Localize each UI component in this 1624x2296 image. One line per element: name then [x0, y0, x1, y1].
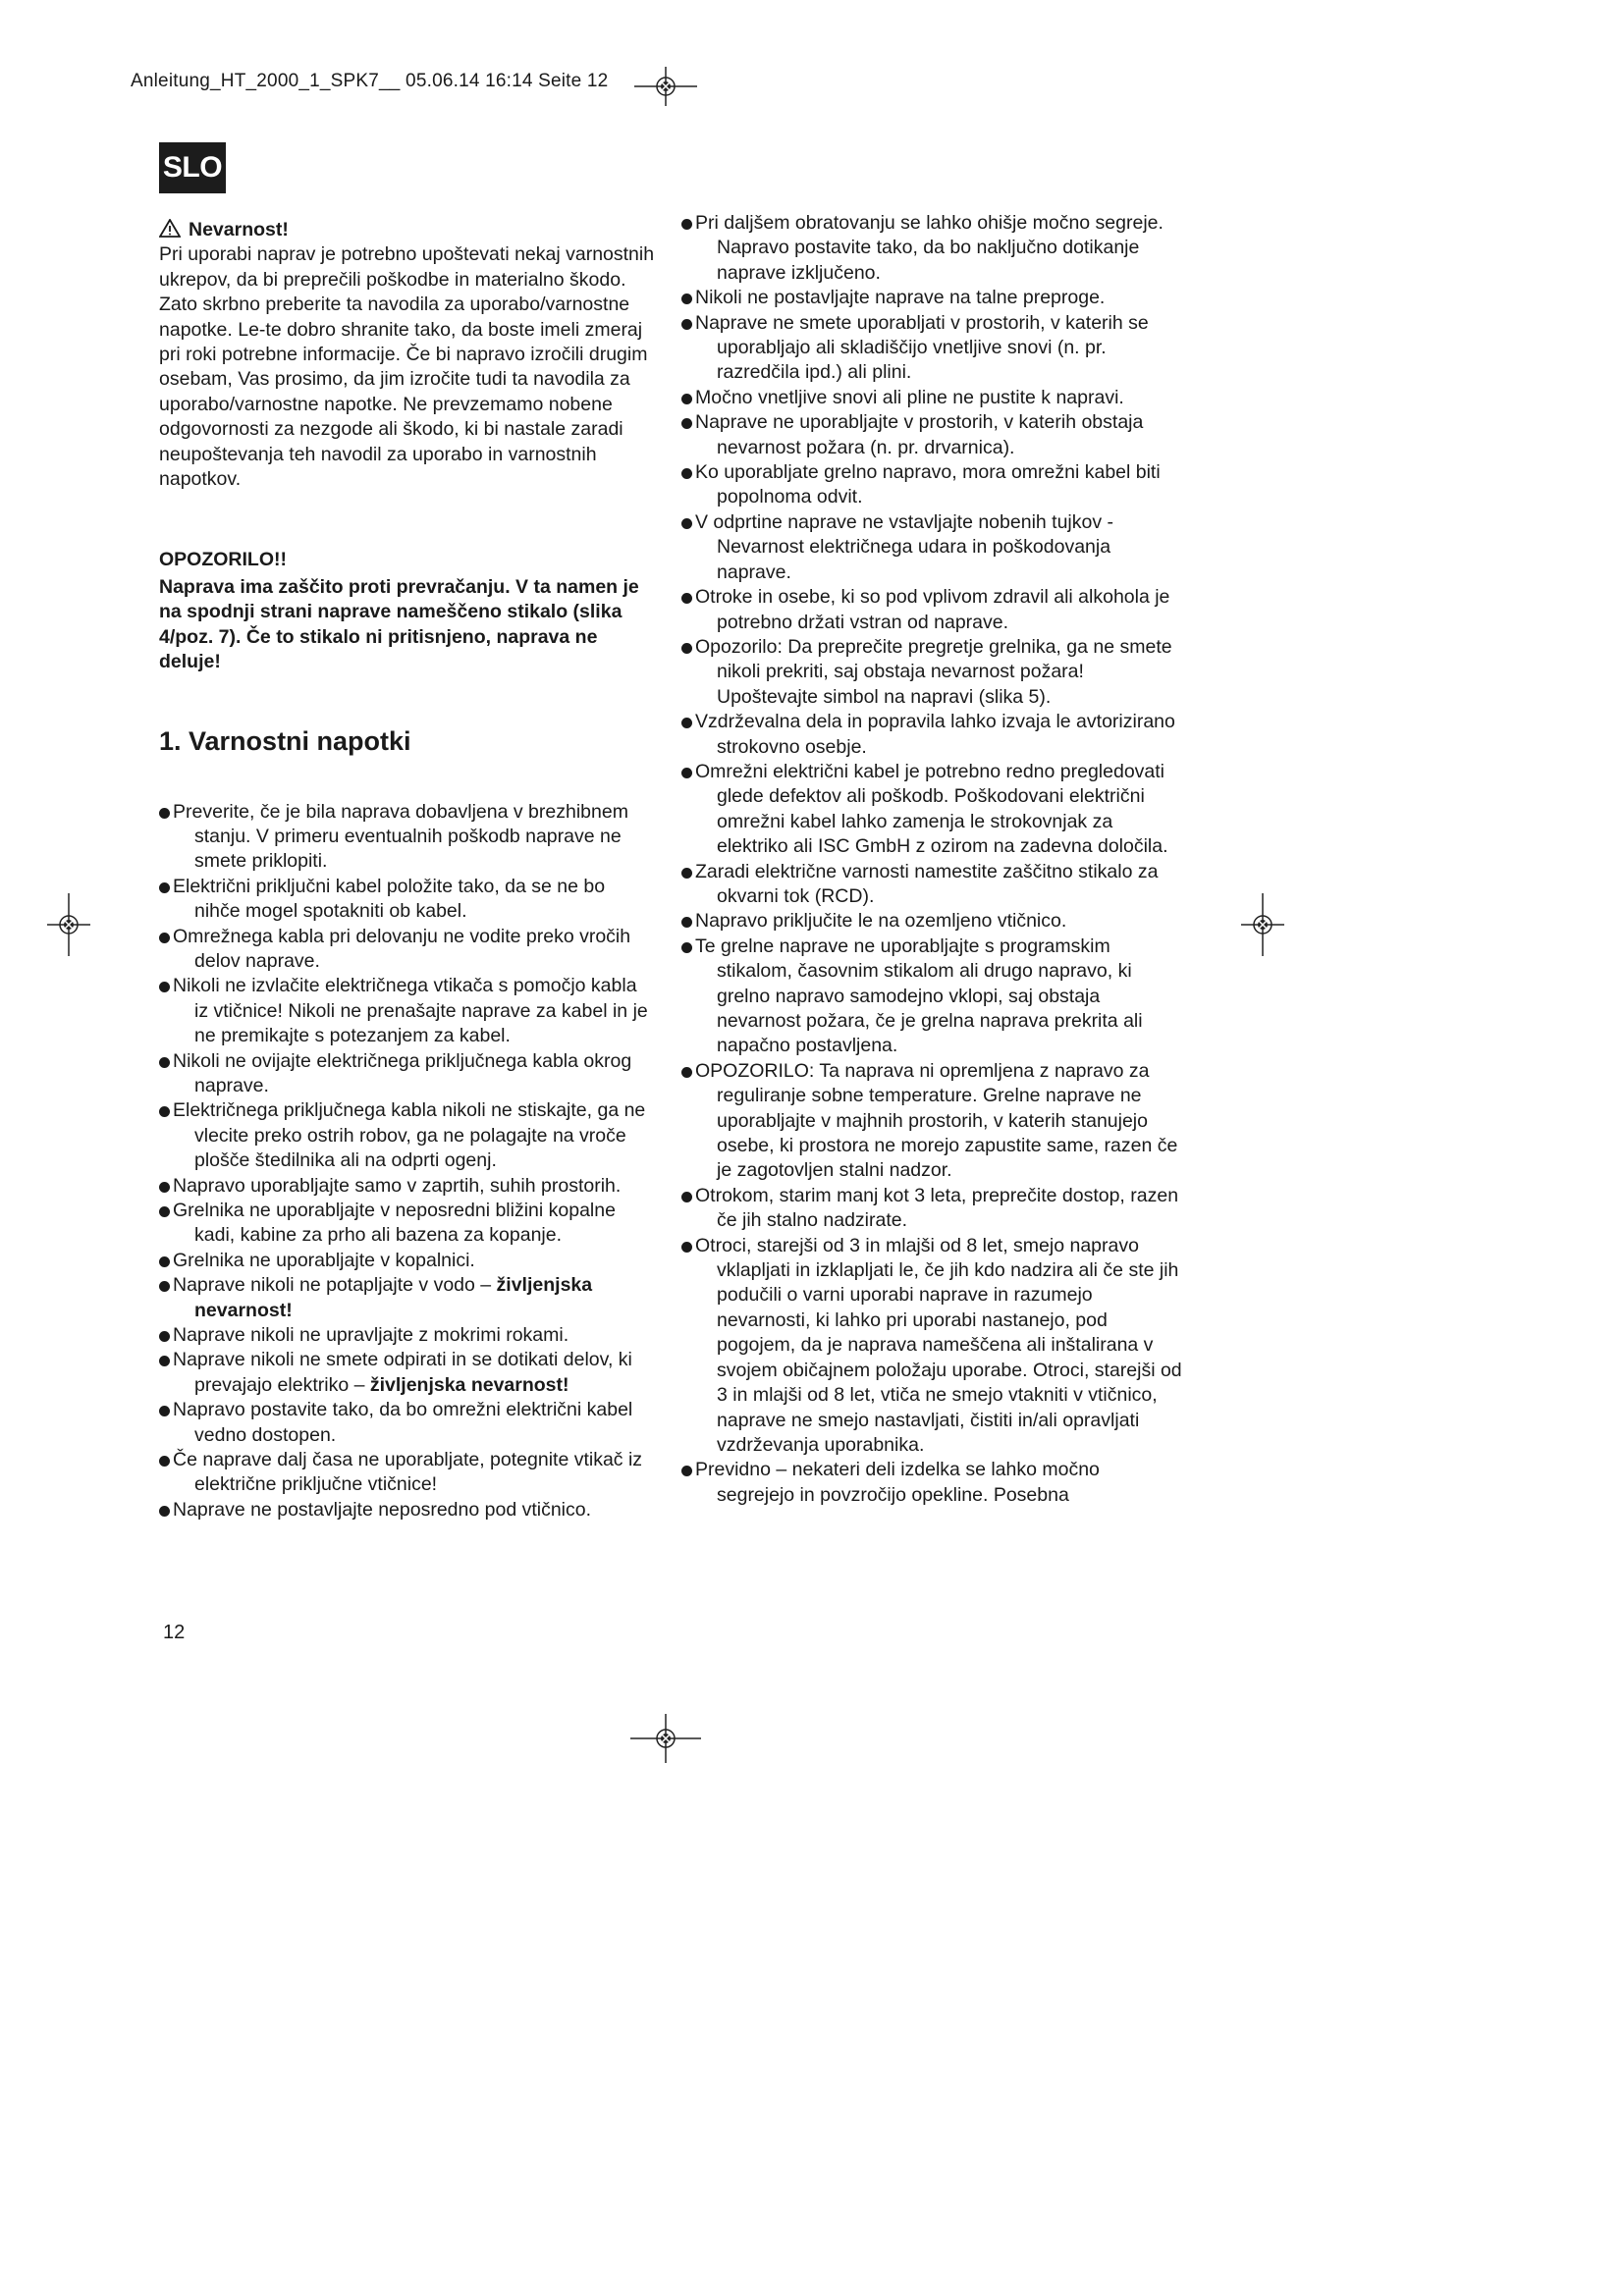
left-column	[159, 218, 655, 1522]
list-item: Naprave ne uporabljajte v prostorih, v katerih obstaja nevarnost požara (n. pr. drvarnica).	[681, 410, 1182, 460]
list-item: Električni priključni kabel položite tako, da se ne bo nihče mogel spotakniti ob kabel.	[159, 875, 655, 925]
list-item: Naprave nikoli ne potapljajte v vodo – življenjska nevarnost!	[159, 1273, 655, 1323]
list-item: Naprave nikoli ne smete odpirati in se dotikati delov, ki prevajajo elektriko – življenjska nevarnost!	[159, 1348, 655, 1398]
list-item: Naprave nikoli ne upravljajte z mokrimi rokami.	[159, 1323, 655, 1348]
list-item: Močno vnetljive snovi ali pline ne pustite k napravi.	[681, 386, 1182, 410]
left-bullet-list	[159, 800, 655, 1523]
list-item: Električnega priključnega kabla nikoli ne stiskajte, ga ne vlecite preko ostrih robov, ga ne polagajte na vroče plošče štedilnika ali na odprti ogenj.	[159, 1098, 655, 1173]
warning-body: Naprava ima zaščito proti prevračanju. V ta namen je na spodnji strani naprave nameščeno stikalo (slika 4/poz. 7). Če to stikalo ni pritisnjeno, naprava ne deluje!	[159, 575, 639, 673]
list-item: Nikoli ne ovijajte električnega priključnega kabla okrog naprave.	[159, 1049, 655, 1099]
registration-mark-icon	[634, 67, 697, 106]
list-item: Otroci, starejši od 3 in mlajši od 8 let, smejo napravo vklapljati in izklapljati le, če jih kdo nadzira ali če ste jih podučili o varni uporabi naprave in razumejo nevarnosti, ki lahko pri uporabi nastanejo, pod pogojem, da je naprava nameščena ali inštalirana v svojem običajnem položaju uporabe. Otroci, starejši od 3 in mlajši od 8 let, vtiča ne smejo vtakniti v vtičnico, naprave ne smejo nastavljati, čistiti in/ali opravljati vzdrževanja uporabnika.	[681, 1234, 1182, 1459]
list-item: Grelnika ne uporabljajte v neposredni bližini kopalne kadi, kabine za prho ali bazena za kopanje.	[159, 1199, 655, 1249]
list-item: Napravo priključite le na ozemljeno vtičnico.	[681, 909, 1182, 934]
right-bullet-list	[681, 211, 1182, 1508]
list-item: Napravo postavite tako, da bo omrežni električni kabel vedno dostopen.	[159, 1398, 655, 1448]
right-column	[681, 211, 1182, 1508]
registration-mark-icon	[630, 1714, 701, 1763]
danger-heading	[159, 218, 655, 242]
language-badge: SLO	[159, 142, 226, 193]
list-item: Te grelne naprave ne uporabljajte s programskim stikalom, časovnim stikalom ali drugo napravo, ki grelno napravo samodejno vklopi, saj obstaja nevarnost požara, če je grelna naprava prekrita ali napačno postavljena.	[681, 934, 1182, 1059]
list-item: Previdno – nekateri deli izdelka se lahko močno segrejejo in povzročijo opekline. Posebna	[681, 1458, 1182, 1508]
list-item: Pri daljšem obratovanju se lahko ohišje močno segreje. Napravo postavite tako, da bo naključno dotikanje naprave izključeno.	[681, 211, 1182, 286]
list-item: Če naprave dalj časa ne uporabljate, potegnite vtikač iz električne priključne vtičnice!	[159, 1448, 655, 1498]
list-item: Napravo uporabljajte samo v zaprtih, suhih prostorih.	[159, 1174, 655, 1199]
registration-mark-icon	[1241, 893, 1284, 956]
list-item: Otrokom, starim manj kot 3 leta, preprečite dostop, razen če jih stalno nadzirate.	[681, 1184, 1182, 1234]
list-item: Otroke in osebe, ki so pod vplivom zdravil ali alkohola je potrebno držati vstran od naprave.	[681, 585, 1182, 635]
list-item: Zaradi električne varnosti namestite zaščitno stikalo za okvarni tok (RCD).	[681, 860, 1182, 910]
list-item: Omrežni električni kabel je potrebno redno pregledovati glede defektov ali poškodb. Poškodovani električni omrežni kabel lahko zamenja le strokovnjak za elektriko ali ISC GmbH z ozirom na zadevna določila.	[681, 760, 1182, 860]
list-item: Grelnika ne uporabljajte v kopalnici.	[159, 1249, 655, 1273]
danger-body: Pri uporabi naprav je potrebno upoštevati nekaj varnostnih ukrepov, da bi preprečili poškodbe in materialno škodo. Zato skrbno preberite ta navodila za uporabo/varnostne napotke. Le-te dobro shranite tako, da boste imeli zmeraj pri roki potrebne informacije. Če bi napravo izročili drugim osebam, Vas prosimo, da jim izročite tudi ta navodila za uporabo/varnostne napotke. Ne prevzemamo nobene odgovornosti za nezgode ali škodo, ki bi nastale zaradi neupoštevanja teh navodil za uporabo in varnostnih napotkov.	[159, 243, 655, 491]
list-item: Preverite, če je bila naprava dobavljena v brezhibnem stanju. V primeru eventualnih poškodb naprave ne smete priklopiti.	[159, 800, 655, 875]
list-item: OPOZORILO: Ta naprava ni opremljena z napravo za reguliranje sobne temperature. Grelne naprave ne uporabljajte v majhnih prostorih, v katerih stanujejo osebe, ki prostora ne morejo zapustite same, razen če je zagotovljen stalni nadzor.	[681, 1059, 1182, 1184]
list-item: Naprave ne postavljajte neposredno pod vtičnico.	[159, 1498, 655, 1522]
section-title: 1. Varnostni napotki	[159, 725, 411, 756]
list-item: Nikoli ne postavljajte naprave na talne preproge.	[681, 286, 1182, 310]
warning-title: OPOZORILO!!	[159, 549, 287, 571]
page-number: 12	[163, 1622, 186, 1643]
list-item: V odprtine naprave ne vstavljajte nobenih tujkov - Nevarnost električnega udara in poškodovanja naprave.	[681, 510, 1182, 585]
list-item: Naprave ne smete uporabljati v prostorih, v katerih se uporabljajo ali skladiščijo vnetljive snovi (n. pr. razredčila ipd.) ali plini.	[681, 311, 1182, 386]
print-header: Anleitung_HT_2000_1_SPK7__ 05.06.14 16:14 Seite 12	[131, 71, 609, 91]
danger-title: Nevarnost!	[189, 219, 289, 240]
registration-mark-icon	[47, 893, 90, 956]
list-item: Nikoli ne izvlačite električnega vtikača s pomočjo kabla iz vtičnice! Nikoli ne prenašajte naprave za kabel in je ne premikajte s potezanjem za kabel.	[159, 974, 655, 1048]
list-item: Vzdrževalna dela in popravila lahko izvaja le avtorizirano strokovno osebje.	[681, 710, 1182, 760]
list-item: Opozorilo: Da preprečite pregretje grelnika, ga ne smete nikoli prekriti, saj obstaja nevarnost požara! Upoštevajte simbol na napravi (slika 5).	[681, 635, 1182, 710]
warning-triangle-icon	[159, 219, 181, 238]
list-item: Ko uporabljate grelno napravo, mora omrežni kabel biti popolnoma odvit.	[681, 460, 1182, 510]
list-item: Omrežnega kabla pri delovanju ne vodite preko vročih delov naprave.	[159, 925, 655, 975]
